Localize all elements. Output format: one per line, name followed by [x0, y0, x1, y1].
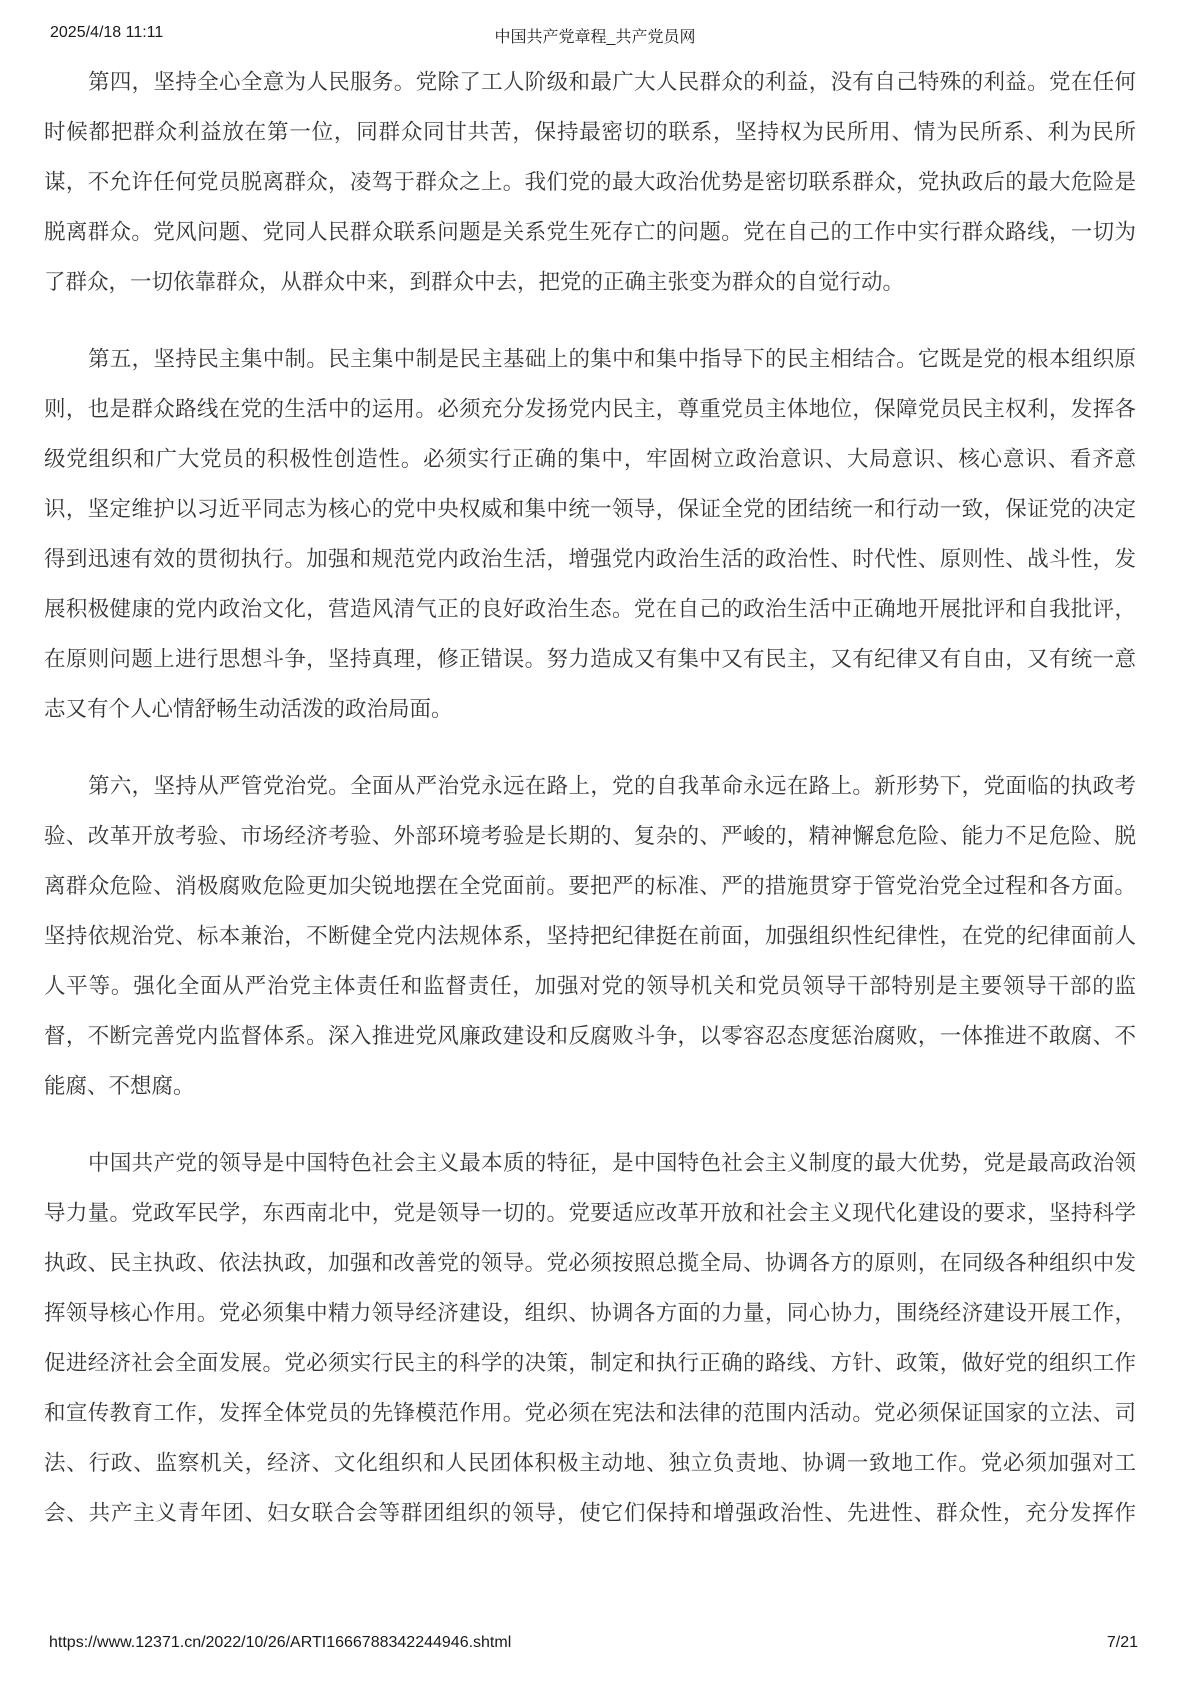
text-line: 挥领导核心作用。党必须集中精力领导经济建设，组织、协调各方面的力量，同心协力，围绕经济建设开展工作， — [44, 1301, 1136, 1325]
paragraph — [44, 57, 1136, 307]
text-line: 脱离群众。党风问题、党同人民群众联系问题是关系党生死存亡的问题。党在自己的工作中实行群众路线，一切为 — [44, 220, 1136, 244]
print-footer — [0, 1634, 1190, 1656]
print-header — [0, 24, 1190, 46]
page-title: 中国共产党章程_共产党员网 — [494, 29, 696, 46]
text-line: 则，也是群众路线在党的生活中的运用。必须充分发扬党内民主，尊重党员主体地位，保障党员民主权利，发挥各 — [44, 397, 1136, 421]
text-line: 法、行政、监察机关，经济、文化组织和人民团体积极主动地、独立负责地、协调一致地工作。党必须加强对工 — [44, 1451, 1136, 1475]
text-line: 人平等。强化全面从严治党主体责任和监督责任，加强对党的领导机关和党员领导干部特别是主要领导干部的监 — [44, 974, 1136, 998]
text-line: 级党组织和广大党员的积极性创造性。必须实行正确的集中，牢固树立政治意识、大局意识、核心意识、看齐意 — [44, 447, 1136, 471]
text-line: 执政、民主执政、依法执政，加强和改善党的领导。党必须按照总揽全局、协调各方的原则，在同级各种组织中发 — [44, 1251, 1136, 1275]
text-line: 能腐、不想腐。 — [44, 1074, 195, 1098]
print-datetime: 2025/4/18 11:11 — [50, 24, 164, 41]
text-line: 识，坚定维护以习近平同志为核心的党中央权威和集中统一领导，保证全党的团结统一和行动一致，保证党的决定 — [44, 497, 1136, 521]
paragraph — [44, 334, 1136, 734]
text-line: 谋，不允许任何党员脱离群众，凌驾于群众之上。我们党的最大政治优势是密切联系群众，党执政后的最大危险是 — [44, 170, 1136, 194]
text-line: 志又有个人心情舒畅生动活泼的政治局面。 — [44, 697, 453, 721]
text-line: 展积极健康的党内政治文化，营造风清气正的良好政治生态。党在自己的政治生活中正确地开展批评和自我批评， — [44, 597, 1136, 621]
text-line: 在原则问题上进行思想斗争，坚持真理，修正错误。努力造成又有集中又有民主，又有纪律又有自由，又有统一意 — [44, 647, 1136, 671]
text-line: 促进经济社会全面发展。党必须实行民主的科学的决策，制定和执行正确的路线、方针、政策，做好党的组织工作 — [44, 1351, 1136, 1375]
paragraph — [44, 761, 1136, 1111]
text-line: 第五，坚持民主集中制。民主集中制是民主基础上的集中和集中指导下的民主相结合。它既是党的根本组织原 — [88, 347, 1136, 371]
paragraph — [44, 1138, 1136, 1538]
page-number: 7/21 — [1106, 1634, 1138, 1651]
text-line: 得到迅速有效的贯彻执行。加强和规范党内政治生活，增强党内政治生活的政治性、时代性、原则性、战斗性，发 — [44, 547, 1136, 571]
text-line: 时候都把群众利益放在第一位，同群众同甘共苦，保持最密切的联系，坚持权为民所用、情为民所系、利为民所 — [44, 120, 1136, 144]
text-line: 离群众危险、消极腐败危险更加尖锐地摆在全党面前。要把严的标准、严的措施贯穿于管党治党全过程和各方面。 — [44, 874, 1136, 898]
text-line: 验、改革开放考验、市场经济考验、外部环境考验是长期的、复杂的、严峻的，精神懈怠危险、能力不足危险、脱 — [44, 824, 1136, 848]
source-url: https://www.12371.cn/2022/10/26/ARTI1666788342244946.shtml — [49, 1634, 512, 1651]
text-line: 中国共产党的领导是中国特色社会主义最本质的特征，是中国特色社会主义制度的最大优势，党是最高政治领 — [88, 1151, 1136, 1175]
text-line: 和宣传教育工作，发挥全体党员的先锋模范作用。党必须在宪法和法律的范围内活动。党必须保证国家的立法、司 — [44, 1401, 1136, 1425]
text-line: 导力量。党政军民学，东西南北中，党是领导一切的。党要适应改革开放和社会主义现代化建设的要求，坚持科学 — [44, 1201, 1136, 1225]
text-line: 坚持依规治党、标本兼治，不断健全党内法规体系，坚持把纪律挺在前面，加强组织性纪律性，在党的纪律面前人 — [44, 924, 1136, 948]
text-line: 督，不断完善党内监督体系。深入推进党风廉政建设和反腐败斗争，以零容忍态度惩治腐败，一体推进不敢腐、不 — [44, 1024, 1136, 1048]
text-line: 第四，坚持全心全意为人民服务。党除了工人阶级和最广大人民群众的利益，没有自己特殊的利益。党在任何 — [88, 70, 1136, 94]
text-line: 会、共产主义青年团、妇女联合会等群团组织的领导，使它们保持和增强政治性、先进性、群众性，充分发挥作 — [44, 1501, 1136, 1525]
document-body — [44, 57, 1136, 1565]
text-line: 第六，坚持从严管党治党。全面从严治党永远在路上，党的自我革命永远在路上。新形势下，党面临的执政考 — [88, 774, 1136, 798]
text-line: 了群众，一切依靠群众，从群众中来，到群众中去，把党的正确主张变为群众的自觉行动。 — [44, 270, 905, 294]
